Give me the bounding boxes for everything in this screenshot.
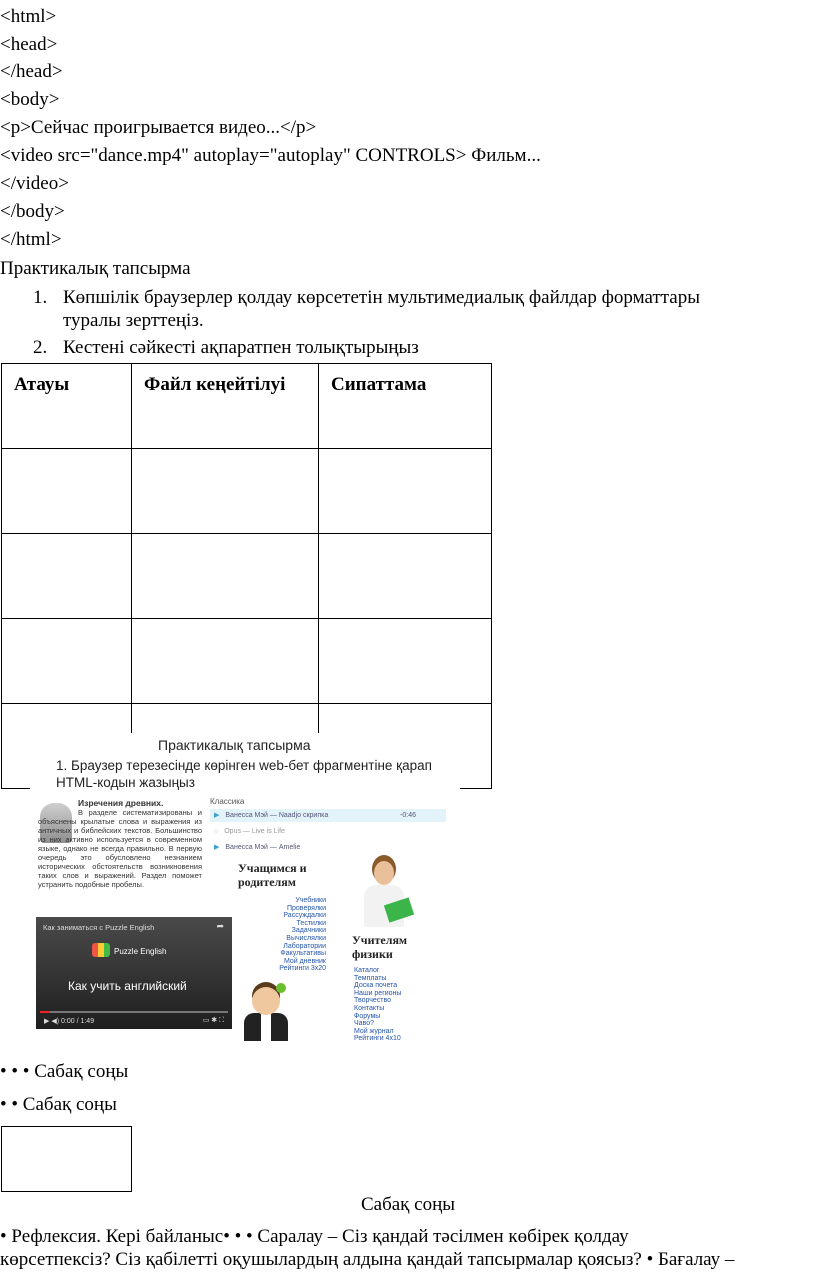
- table-cell[interactable]: [319, 449, 492, 534]
- video-progress-bar[interactable]: [40, 1011, 228, 1013]
- header-extension: Файл кеңейтілуі: [132, 364, 319, 449]
- volume-icon[interactable]: ◀): [51, 1018, 60, 1025]
- link[interactable]: Учебники: [295, 897, 326, 904]
- header-name: Атауы: [2, 364, 132, 449]
- link[interactable]: Рейтинги 4х10: [354, 1035, 401, 1043]
- webpage-fragment-image: [30, 733, 460, 1047]
- track-time: -0:46: [400, 812, 416, 819]
- teachers-links: [354, 967, 401, 1043]
- image-title: Практикалық тапсырма: [158, 737, 311, 753]
- table-cell[interactable]: [2, 619, 132, 704]
- student-photo: [236, 983, 304, 1041]
- video-controls-right[interactable]: [203, 1016, 224, 1025]
- table-row: [2, 534, 492, 619]
- reflection-line-2: көрсетпексіз? Сіз қабілетті оқушылардың алдына қандай тапсырмалар қоясыз? • Бағалау –: [0, 1249, 735, 1270]
- code-line-video-close: </video>: [0, 173, 69, 194]
- table-row: [2, 449, 492, 534]
- task-2-number: 2.: [33, 337, 48, 358]
- play-icon[interactable]: ▶: [214, 844, 220, 851]
- link[interactable]: Проверялки: [286, 904, 326, 912]
- lesson-end-2: • • Сабақ соңы: [0, 1094, 117, 1115]
- table-cell[interactable]: [319, 619, 492, 704]
- empty-box: [1, 1126, 132, 1192]
- task-1-line1: Көпшілік браузерлер қолдау көрсететін мультимедиалық файлдар форматтары: [63, 287, 700, 308]
- table-cell[interactable]: [132, 619, 319, 704]
- track-row[interactable]: ○ Opus — Live is Life: [214, 828, 285, 835]
- video-player[interactable]: [36, 917, 232, 1029]
- video-title: Как заниматься с Puzzle English: [43, 923, 155, 932]
- link[interactable]: Рейтинги 3х20: [279, 965, 326, 973]
- link[interactable]: Задачники: [291, 927, 326, 935]
- link[interactable]: Мой журнал: [354, 1027, 394, 1035]
- link[interactable]: Доска почета: [354, 982, 398, 990]
- link[interactable]: Наши регионы: [354, 989, 402, 997]
- reflection-line-1: • Рефлексия. Кері байланыс• • • Саралау – Сіз қандай тәсілмен көбірек қолдау: [0, 1226, 629, 1247]
- link[interactable]: Мой дневник: [283, 957, 326, 965]
- table-cell[interactable]: [2, 449, 132, 534]
- video-brand: Puzzle English: [114, 947, 167, 956]
- teachers-title: Учителям физики: [352, 933, 408, 961]
- link[interactable]: Лаборатории: [283, 942, 326, 950]
- code-line-head-close: </head>: [0, 61, 63, 82]
- quote-heading: Изречения древних.: [78, 798, 164, 808]
- video-time: 0:00 / 1:49: [61, 1018, 95, 1025]
- radio-icon[interactable]: ○: [214, 828, 219, 835]
- code-line-html-close: </html>: [0, 229, 62, 250]
- share-icon[interactable]: ➦: [216, 921, 224, 931]
- code-line-paragraph: <p>Сейчас проигрывается видео...</p>: [0, 117, 317, 138]
- track-row[interactable]: ▶ Ванесса Мэй — Amelie: [214, 844, 301, 851]
- header-description: Сипаттама: [319, 364, 492, 449]
- settings-icon[interactable]: ✱: [211, 1017, 218, 1024]
- table-cell[interactable]: [132, 534, 319, 619]
- link[interactable]: Вычислялки: [286, 934, 326, 942]
- table-cell[interactable]: [319, 534, 492, 619]
- code-line-head-open: <head>: [0, 34, 58, 55]
- lesson-end-1: • • • Сабақ соңы: [0, 1061, 129, 1082]
- students-title: Учащимся и родителям: [238, 861, 307, 889]
- link[interactable]: Темплаты: [354, 974, 387, 982]
- link[interactable]: Тестилки: [296, 919, 326, 927]
- lesson-end-center: Сабақ соңы: [360, 1194, 456, 1215]
- track-row[interactable]: ▶ Ванесса Мэй — Naadjo скрипка -0:46: [210, 809, 446, 822]
- fullscreen-icon[interactable]: ⛶: [219, 1017, 224, 1024]
- table-cell[interactable]: [132, 449, 319, 534]
- table-header-row: [2, 364, 492, 449]
- task-2-line1: Кестені сәйкесті ақпаратпен толықтырыңыз: [63, 337, 419, 358]
- quote-block: [38, 799, 202, 889]
- task-1-number: 1.: [33, 287, 48, 308]
- practical-heading: Практикалық тапсырма: [0, 258, 191, 279]
- teacher-photo: [356, 859, 414, 929]
- table-row: [2, 619, 492, 704]
- link[interactable]: Форумы: [354, 1012, 381, 1020]
- link[interactable]: Чаво?: [354, 1020, 374, 1028]
- video-controls-left[interactable]: [44, 1017, 94, 1025]
- code-line-body-close: </body>: [0, 201, 65, 222]
- code-line-body-open: <body>: [0, 89, 60, 110]
- link[interactable]: Контакты: [354, 1004, 385, 1012]
- audio-player: [210, 795, 446, 859]
- play-icon[interactable]: ▶: [44, 1018, 50, 1025]
- puzzle-logo-icon: [92, 943, 110, 957]
- link[interactable]: Творчество: [354, 997, 392, 1005]
- formats-table: [1, 363, 492, 789]
- link[interactable]: Факультативы: [280, 950, 326, 958]
- link[interactable]: Каталог: [354, 967, 380, 974]
- table-cell[interactable]: [2, 534, 132, 619]
- link[interactable]: Рассуждалки: [283, 912, 326, 920]
- image-task: 1. Браузер терезесінде көрінген web-бет фрагментіне қарап HTML-кодын жазыңыз: [56, 758, 432, 790]
- code-line-video: <video src="dance.mp4" autoplay="autoplay" CONTROLS> Фильм...: [0, 145, 541, 166]
- students-links: [266, 897, 326, 973]
- play-icon[interactable]: ▶: [214, 812, 220, 819]
- video-main-text: Как учить английский: [68, 979, 187, 993]
- quote-text: В разделе систематизированы и объяснены крылатые слова и выражения из античных и библейских текстов. Большинство из них активно используется в современном языке, однако не всегда правильно. В первую очередь это обусловлено незнанием исторических обстоятельств возникновения таких слов и выражений. Раздел поможет устранить подобные пробелы.: [38, 808, 202, 889]
- task-1-line2: туралы зерттеңіз.: [63, 310, 204, 331]
- code-line-html-open: <html>: [0, 6, 57, 27]
- player-category: Классика: [210, 797, 245, 806]
- captions-icon[interactable]: ▭: [202, 1017, 210, 1024]
